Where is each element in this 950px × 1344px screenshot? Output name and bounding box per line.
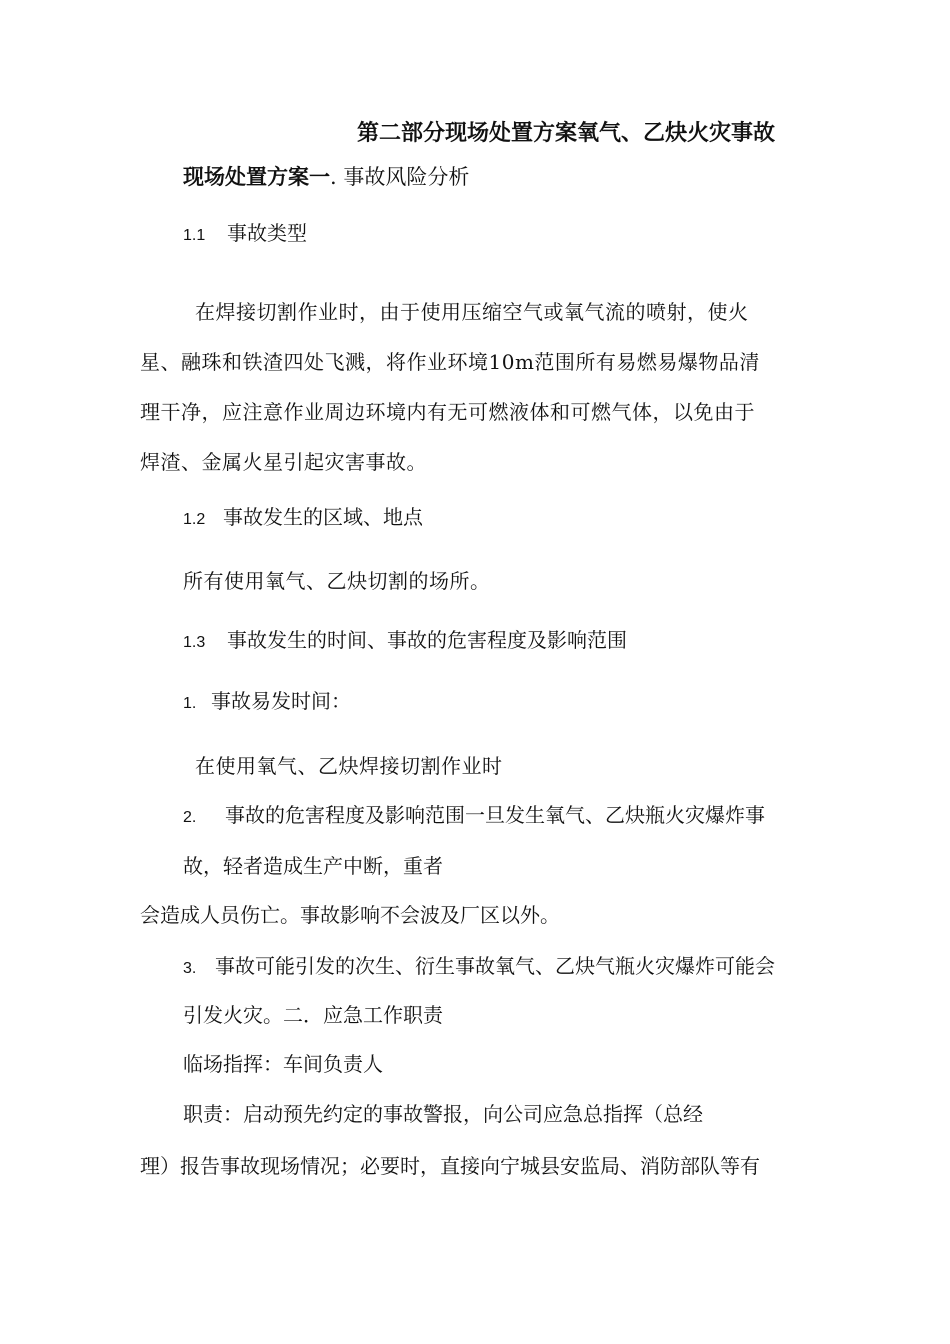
subsection-label: 事故发生的区域、地点	[223, 507, 423, 529]
subsection-1-1	[183, 222, 307, 246]
subsection-number: 1.1	[183, 227, 206, 244]
list-item-1	[183, 690, 351, 714]
paragraph-line: 所有使用氧气、乙炔切割的场所。	[183, 569, 491, 593]
subsection-1-3	[183, 629, 627, 653]
paragraph-line: 理）报告事故现场情况；必要时，直接向宁城县安监局、消防部队等有	[140, 1156, 760, 1178]
section-heading-1	[183, 165, 469, 190]
paragraph-line: 职责：启动预先约定的事故警报，向公司应急总指挥（总经	[183, 1104, 703, 1126]
paragraph-line: 会造成人员伤亡。事故影响不会波及厂区以外。	[140, 905, 560, 927]
section-heading-rest: . 事故风险分析	[330, 165, 470, 189]
section-heading-bold: 现场处置方案一	[183, 166, 330, 189]
list-number: 1.	[183, 695, 197, 712]
list-label: 事故易发时间：	[211, 691, 351, 713]
document-title: 第二部分现场处置方案氧气、乙炔火灾事故	[357, 120, 776, 145]
paragraph-line: 引发火灾。二．应急工作职责	[183, 1005, 443, 1027]
subsection-number: 1.2	[183, 511, 206, 528]
list-number: 2.	[183, 809, 197, 826]
paragraph-line: 焊渣、金属火星引起灾害事故。	[140, 450, 427, 474]
list-item-3	[183, 955, 775, 979]
paragraph-line: 临场指挥：车间负责人	[183, 1054, 383, 1076]
paragraph-line: 在使用氧气、乙炔焊接切割作业时	[195, 754, 503, 778]
paragraph-line: 星、融珠和铁渣四处飞溅，将作业环境10m范围所有易燃易爆物品清	[140, 350, 760, 374]
subsection-1-2	[183, 506, 423, 530]
paragraph-line: 理干净，应注意作业周边环境内有无可燃液体和可燃气体，以免由于	[140, 400, 755, 424]
list-number: 3.	[183, 960, 197, 977]
subsection-label: 事故类型	[227, 223, 307, 245]
list-label: 事故可能引发的次生、衍生事故氧气、乙炔气瓶火灾爆炸可能会	[215, 956, 775, 978]
paragraph-line: 故，轻者造成生产中断，重者	[183, 856, 443, 878]
subsection-number: 1.3	[183, 634, 206, 651]
subsection-label: 事故发生的时间、事故的危害程度及影响范围	[227, 630, 627, 652]
list-item-2	[183, 804, 765, 828]
paragraph-line: 在焊接切割作业时，由于使用压缩空气或氧气流的喷射，使火	[195, 300, 749, 324]
list-label: 事故的危害程度及影响范围一旦发生氧气、乙炔瓶火灾爆炸事	[225, 805, 765, 827]
